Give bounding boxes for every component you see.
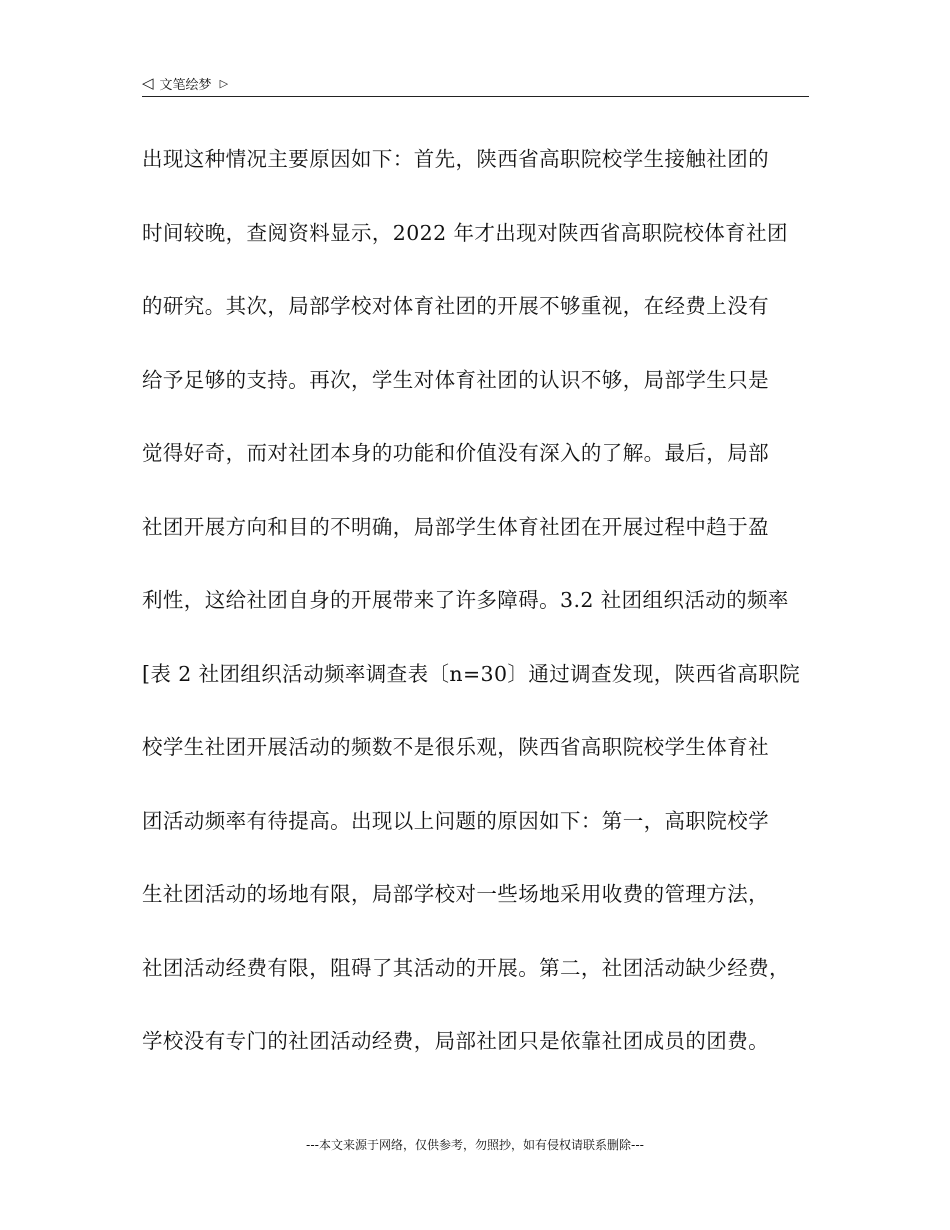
text-line: 给予足够的支持。再次，学生对体育社团的认识不够，局部学生只是 — [142, 367, 769, 392]
text-line: 觉得好奇，而对社团本身的功能和价值没有深入的了解。最后，局部 — [142, 441, 769, 465]
text-line: [表 2 社团组织活动频率调查表〔n=30〕通过调查发现，陕西省高职院 — [142, 661, 801, 686]
page-header — [142, 70, 809, 97]
text-line: 团活动频率有待提高。出现以上问题的原因如下：第一，高职院校学 — [142, 808, 769, 833]
text-line: 生社团活动的场地有限，局部学校对一些场地采用收费的管理方法， — [142, 882, 769, 906]
text-line: 社团活动经费有限，阻碍了其活动的开展。第二，社团活动缺少经费， — [142, 955, 790, 980]
text-line: 出现这种情况主要原因如下：首先，陕西省高职院校学生接触社团的 — [142, 147, 769, 171]
text-line: 学校没有专门的社团活动经费，局部社团只是依靠社团成员的团费。 — [142, 1029, 769, 1053]
text-line: 时间较晚，查阅资料显示，2022 年才出现对陕西省高职院校体育社团 — [142, 220, 788, 245]
header-title: 文笔绘梦 — [159, 77, 212, 93]
footer-disclaimer: ---本文来源于网络，仅供参考，勿照抄，如有侵权请联系删除--- — [306, 1138, 644, 1152]
text-line: 社团开展方向和目的不明确，局部学生体育社团在开展过程中趋于盈 — [142, 514, 769, 539]
triangle-right-icon: ▷ — [219, 76, 229, 90]
triangle-left-icon: ◁ — [142, 73, 154, 92]
text-line: 校学生社团开展活动的频数不是很乐观，陕西省高职院校学生体育社 — [142, 735, 769, 759]
body-text — [142, 138, 810, 1094]
text-line: 的研究。其次，局部学校对体育社团的开展不够重视，在经费上没有 — [142, 294, 769, 318]
text-line: 利性，这给社团自身的开展带来了许多障碍。3.2 社团组织活动的频率 — [142, 588, 789, 612]
